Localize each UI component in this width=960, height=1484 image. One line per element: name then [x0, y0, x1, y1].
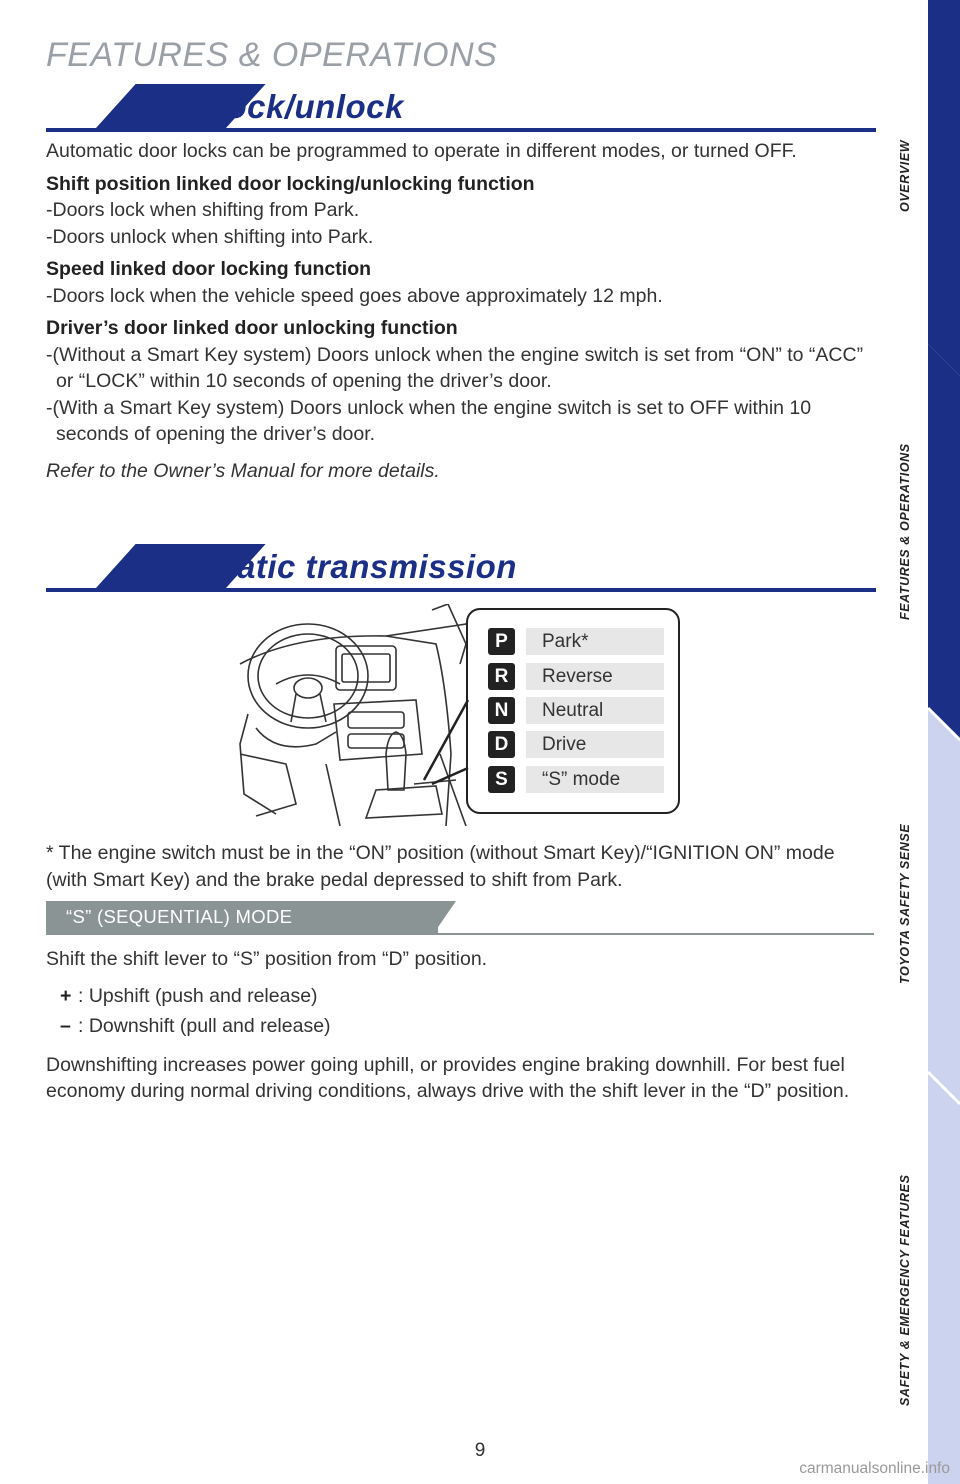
speed-linked-line-1: -Doors lock when the vehicle speed goes above approximately 12 mph. [46, 284, 663, 307]
auto-lock-intro: Automatic door locks can be programmed to operate in different modes, or turned OFF. [46, 140, 797, 162]
driver-door-line-1: -(Without a Smart Key system) Doors unlock when the engine switch is set from “ON” to “ACC” or “LOCK” within 10 seconds of opening the driver’s door. [46, 343, 864, 392]
upshift-text: : Upshift (push and release) [78, 984, 318, 1007]
side-nav [880, 0, 960, 1484]
gear-row-park [488, 628, 664, 655]
gear-label-neutral: Neutral [526, 697, 664, 724]
subheading-label: “S” (SEQUENTIAL) MODE [66, 906, 293, 927]
page-number: 9 [474, 1440, 486, 1461]
gear-row-neutral [488, 697, 664, 724]
subheading-tab-end [434, 901, 456, 933]
driver-door-line-2: -(With a Smart Key system) Doors unlock when the engine switch is set to OFF within 10 seconds of opening the driver’s door. [46, 396, 812, 445]
gear-row-drive [488, 731, 664, 758]
tab-shape-overview [928, 0, 960, 376]
side-nav-background [880, 0, 960, 1484]
subheading-rule [46, 933, 874, 935]
driver-door-title: Driver’s door linked door unlocking function [46, 317, 458, 339]
subheading-s-mode [46, 901, 874, 935]
refer-manual-note: Refer to the Owner’s Manual for more details. [46, 459, 440, 482]
downshift-item [46, 1013, 872, 1040]
side-tab-features-operations[interactable]: FEATURES & OPERATIONS [898, 443, 912, 620]
park-footnote: * The engine switch must be in the “ON” position (without Smart Key)/“IGNITION ON” mode (with Smart Key) and the brake pedal depressed to shift from Park. [46, 842, 835, 891]
upshift-item [46, 983, 872, 1010]
tab-shape-safety-sense [928, 708, 960, 1104]
s-mode-intro: Shift the shift lever to “S” position from “D” position. [46, 948, 488, 970]
shift-linked-title: Shift position linked door locking/unlocking function [46, 172, 535, 195]
heading-rule [46, 588, 876, 592]
s-mode-note: Downshifting increases power going uphill, or provides engine braking downhill. For best fuel economy during normal driving conditions, always drive with the shift lever in the “D” position. [46, 1053, 850, 1102]
gear-letter-r: R [488, 663, 515, 690]
page-header-title: FEATURES & OPERATIONS [46, 36, 498, 74]
tab-shape-features [928, 344, 960, 740]
shift-linked-line-1: -Doors lock when shifting from Park. [46, 199, 360, 221]
auto-lock-body [46, 138, 864, 490]
gear-letter-p: P [488, 628, 515, 655]
heading-rule [46, 128, 876, 132]
gear-legend [466, 608, 680, 814]
watermark: carmanualsonline.info [799, 1460, 950, 1477]
downshift-text: : Downshift (pull and release) [78, 1015, 331, 1037]
gear-row-s-mode [488, 766, 664, 793]
side-tab-overview[interactable]: OVERVIEW [898, 139, 912, 212]
gear-label-drive: Drive [526, 731, 664, 758]
gear-letter-d: D [488, 731, 515, 758]
side-tab-toyota-safety-sense[interactable]: TOYOTA SAFETY SENSE [898, 823, 912, 984]
side-tab-safety-emergency[interactable]: SAFETY & EMERGENCY FEATURES [898, 1174, 912, 1406]
plus-icon: + [60, 984, 72, 1007]
callout-pointer [420, 700, 480, 790]
gear-row-reverse [488, 663, 664, 690]
gear-label-park: Park* [526, 628, 664, 655]
s-mode-body [46, 946, 872, 1115]
shift-linked-line-2: -Doors unlock when shifting into Park. [46, 225, 374, 248]
gear-letter-s: S [488, 766, 515, 793]
tab-shape-emergency [928, 1072, 960, 1484]
section-heading-auto-lock [46, 84, 876, 132]
section-title: Auto lock/unlock [130, 88, 404, 125]
section-heading-transmission [46, 544, 876, 592]
section-title: Automatic transmission [130, 548, 517, 585]
gear-letter-n: N [488, 697, 515, 724]
speed-linked-title: Speed linked door locking function [46, 258, 372, 280]
gear-label-reverse: Reverse [526, 663, 664, 690]
gear-label-s-mode: “S” mode [526, 766, 664, 793]
minus-icon: – [60, 1015, 71, 1037]
